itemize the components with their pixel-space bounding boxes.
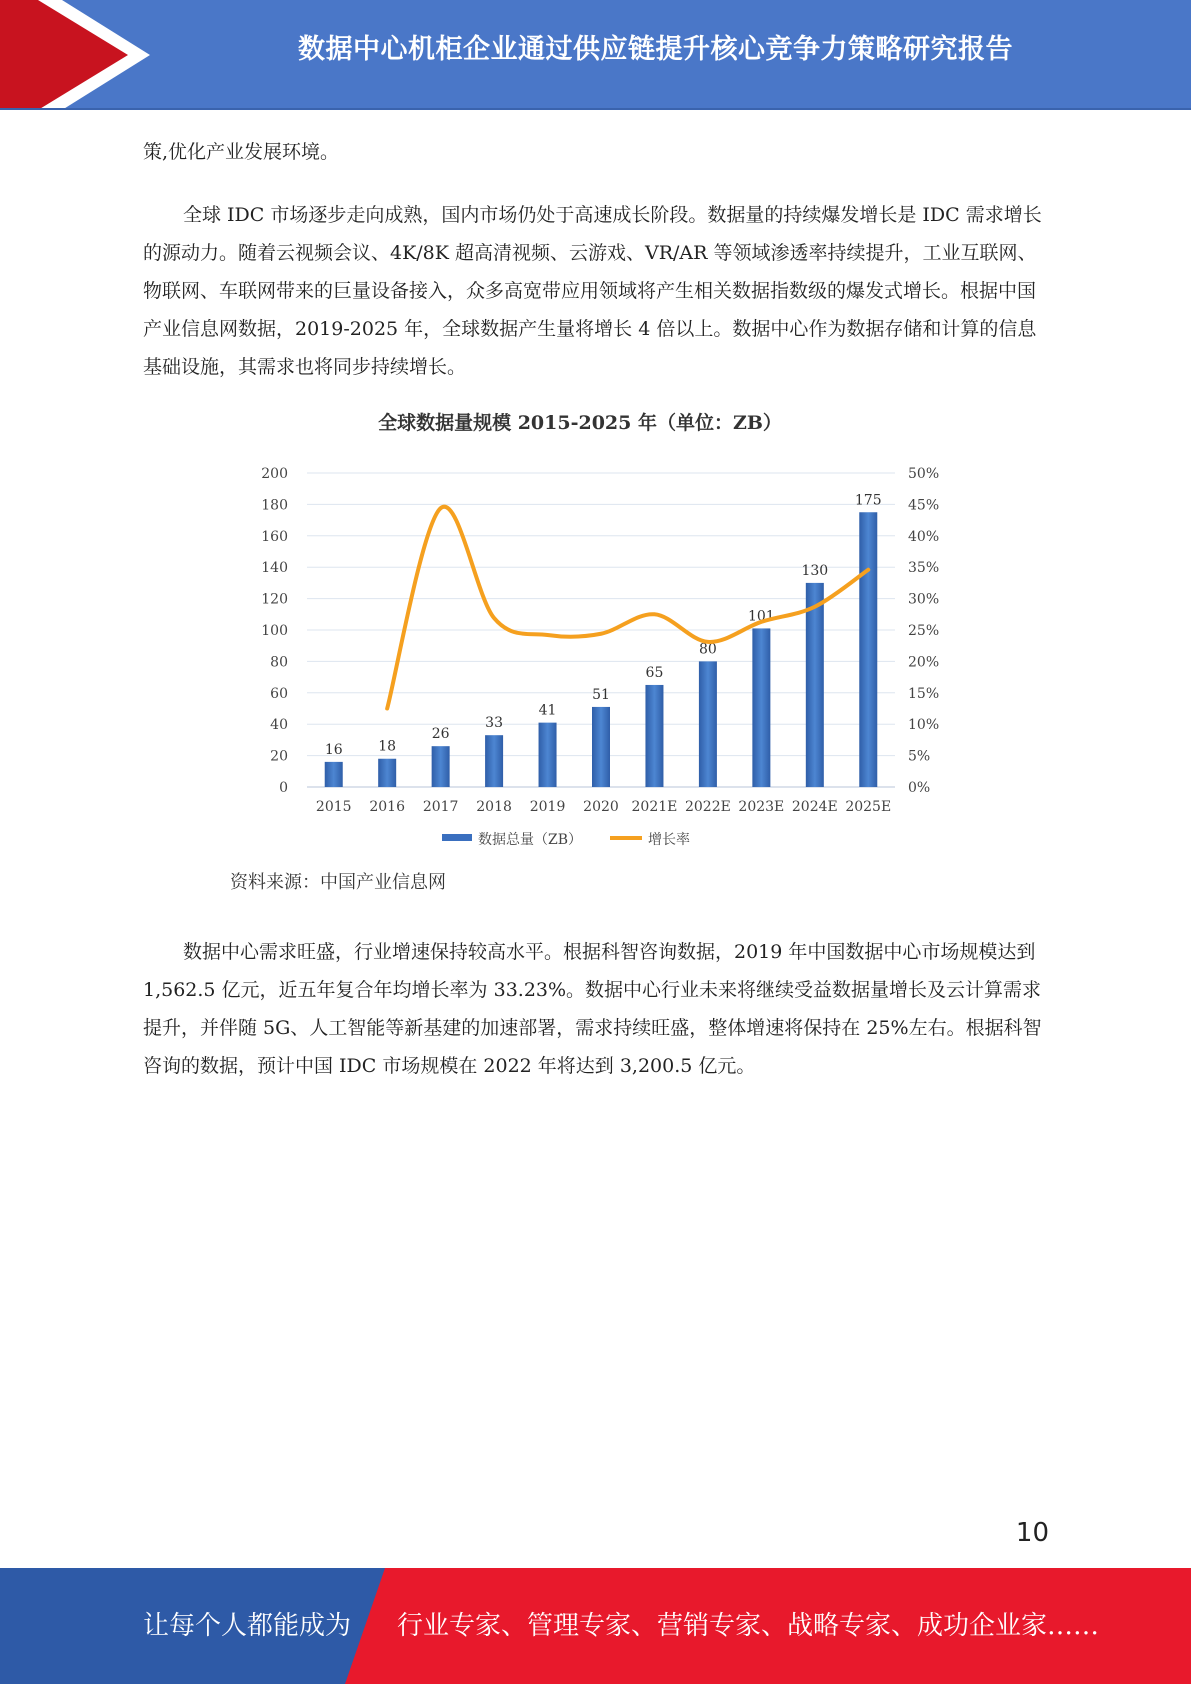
report-title: 数据中心机柜企业通过供应链提升核心竞争力策略研究报告 (298, 34, 1013, 65)
right-axis-tick-label: 30% (908, 591, 940, 608)
footer-slogan-left: 让每个人都能成为 (143, 1611, 352, 1641)
footer-slogan-right: 行业专家、管理专家、营销专家、战略专家、成功企业家…… (397, 1611, 1100, 1641)
left-axis-tick-label: 160 (261, 528, 288, 545)
bar-2018 (485, 735, 503, 787)
bar-data-label: 41 (538, 702, 557, 719)
page-number: 10 (1015, 1518, 1049, 1548)
chart-title: 全球数据量规模 2015-2025 年（单位：ZB） (378, 412, 782, 434)
bar-data-label: 16 (324, 741, 343, 758)
bar-data-label: 175 (854, 492, 882, 509)
bar-2024E (806, 583, 824, 787)
bar-data-label: 18 (378, 738, 397, 755)
x-axis-tick-label: 2022E (684, 799, 731, 815)
x-axis-tick-label: 2020 (583, 799, 619, 815)
bar-data-label: 26 (431, 726, 450, 743)
right-axis-tick-label: 0% (908, 780, 931, 796)
bar-data-label: 51 (592, 686, 610, 703)
x-axis-tick-label: 2023E (738, 799, 785, 815)
right-axis-tick-label: 15% (908, 685, 940, 702)
left-axis-tick-label: 200 (261, 466, 288, 482)
left-axis-tick-label: 100 (261, 623, 288, 639)
x-axis-tick-label: 2024E (791, 799, 838, 815)
x-axis-tick-label: 2017 (422, 799, 459, 815)
right-axis-tick-label: 40% (908, 528, 940, 545)
x-axis-tick-label: 2021E (631, 799, 678, 815)
chart-svg (230, 405, 940, 875)
right-axis-tick-label: 5% (908, 748, 931, 765)
bar-2023E (752, 628, 770, 787)
legend-bar-label: 数据总量（ZB） (478, 832, 583, 848)
bar-data-label: 130 (801, 562, 829, 579)
x-axis-tick-label: 2015 (315, 799, 352, 815)
bar-2015 (325, 762, 343, 787)
left-axis-tick-label: 60 (270, 685, 288, 702)
left-axis-tick-label: 180 (261, 497, 288, 514)
bar-2021E (645, 685, 663, 787)
x-axis-tick-label: 2025E (845, 799, 892, 815)
left-axis-tick-label: 0 (279, 780, 288, 796)
legend-bar-swatch (442, 834, 472, 841)
right-axis-tick-label: 25% (908, 623, 940, 639)
bar-2025E (859, 512, 877, 787)
x-axis-tick-label: 2016 (369, 799, 406, 815)
bar-data-label: 33 (485, 715, 504, 732)
paragraph-global-idc: 全球 IDC 市场逐步走向成熟，国内市场仍处于高速成长阶段。数据量的持续爆发增长是 IDC 需求增长的源动力。随着云视频会议、4K/8K 超高清视频、云游戏、VR/AR 等领域渗透率持续提升，工业互联网、物联网、车联网带来的巨量设备接入，众多高宽带应用领域将产生相关数据指数级的爆发式增长。根据中国产业信息网数据，2019-2025 年，全球数据产生量将增长 4 倍以上。数据中心作为数据存储和计算的信息基础设施，其需求也将同步持续增长。 (143, 204, 1042, 378)
right-axis-tick-label: 10% (908, 717, 940, 734)
right-axis-tick-label: 35% (908, 560, 940, 577)
legend-line-label: 增长率 (648, 832, 690, 848)
chart-source: 资料来源：中国产业信息网 (230, 872, 446, 893)
bar-2017 (432, 746, 450, 787)
x-axis-tick-label: 2018 (476, 799, 512, 815)
left-axis-tick-label: 40 (270, 717, 288, 734)
growth-rate-line (387, 507, 868, 709)
page-header (0, 0, 1191, 110)
right-axis-tick-label: 20% (908, 654, 940, 671)
bar-data-label: 65 (645, 664, 664, 681)
bar-2020 (592, 707, 610, 787)
right-axis-tick-label: 50% (908, 466, 940, 482)
paragraph-policy-end: 策,优化产业发展环境。 (143, 141, 340, 163)
paragraph-china-idc: 数据中心需求旺盛，行业增速保持较高水平。根据科智咨询数据，2019 年中国数据中心市场规模达到 1,562.5 亿元，近五年复合年均增长率为 33.23%。数据中心行业未来将继续受益数据量增长及云计算需求提升，并伴随 5G、人工智能等新基建的加速部署，需求持续旺盛，整体增速将保持在 25%左右。根据科智咨询的数据，预计中国 IDC 市场规模在 2022 年将达到 3,200.5 亿元。 (143, 941, 1042, 1077)
left-axis-tick-label: 80 (270, 654, 288, 671)
left-axis-tick-label: 120 (261, 591, 288, 608)
bar-data-label: 80 (698, 641, 717, 658)
right-axis-tick-label: 45% (908, 497, 940, 514)
page-footer (0, 1568, 1191, 1684)
global-data-volume-chart (230, 405, 940, 875)
bar-2022E (699, 661, 717, 787)
bar-data-label: 101 (747, 608, 775, 625)
left-axis-tick-label: 140 (261, 560, 288, 577)
left-axis-tick-label: 20 (270, 748, 288, 765)
bar-2019 (539, 723, 557, 787)
bar-2016 (378, 759, 396, 787)
x-axis-tick-label: 2019 (529, 799, 566, 815)
